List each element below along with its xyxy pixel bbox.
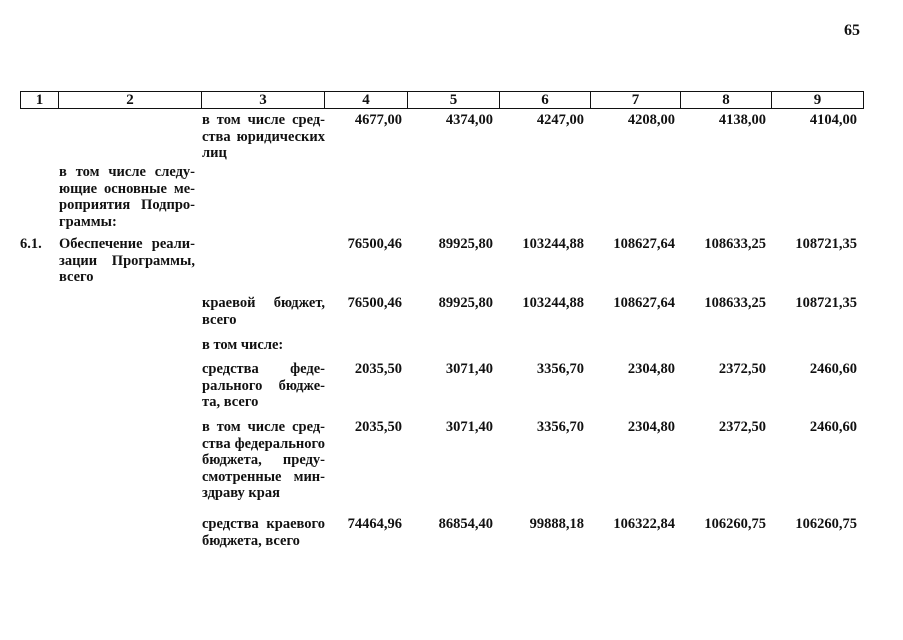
table-cell: 2304,80 <box>627 419 675 435</box>
table-cell: 103244,88 <box>522 236 584 252</box>
row-number: 6.1. <box>20 236 42 252</box>
table-cell: 108721,35 <box>795 236 857 252</box>
row-label: средства феде-рального бюдже-та, всего <box>202 361 325 410</box>
table-cell: 103244,88 <box>522 295 584 311</box>
table-cell: 108627,64 <box>613 236 675 252</box>
table-header <box>20 91 864 109</box>
table-cell: 108721,35 <box>795 295 857 311</box>
table-cell: 2460,60 <box>809 419 857 435</box>
table-cell: 2372,50 <box>718 419 766 435</box>
header-cell: 7 <box>591 91 681 109</box>
table-cell: 3071,40 <box>445 419 493 435</box>
table-cell: 74464,96 <box>347 516 402 532</box>
table-cell: 4247,00 <box>536 112 584 128</box>
table-cell: 106322,84 <box>613 516 675 532</box>
table-cell: 4104,00 <box>809 112 857 128</box>
table-cell: 99888,18 <box>529 516 584 532</box>
header-cell: 4 <box>325 91 408 109</box>
table-cell: 106260,75 <box>704 516 766 532</box>
header-cell: 8 <box>681 91 772 109</box>
table-cell: 86854,40 <box>438 516 493 532</box>
table-cell: 76500,46 <box>347 236 402 252</box>
header-cell: 5 <box>408 91 500 109</box>
header-cell: 6 <box>500 91 591 109</box>
row-label: в том числе сред-ства федерального бюджета, преду-смотренные мин-здраву края <box>202 419 325 501</box>
table-cell: 2372,50 <box>718 361 766 377</box>
table-cell: 89925,80 <box>438 236 493 252</box>
header-cell: 9 <box>772 91 864 109</box>
table-cell: 3356,70 <box>536 361 584 377</box>
header-cell: 2 <box>59 91 202 109</box>
table-cell: 4138,00 <box>718 112 766 128</box>
row-label: краевой бюджет, всего <box>202 295 325 328</box>
header-cell: 1 <box>20 91 59 109</box>
table-cell: 4677,00 <box>354 112 402 128</box>
table-cell: 3071,40 <box>445 361 493 377</box>
page-number: 65 <box>844 22 860 39</box>
table-cell: 4208,00 <box>627 112 675 128</box>
table-cell: 2035,50 <box>354 419 402 435</box>
table-cell: 2304,80 <box>627 361 675 377</box>
row-label: в том числе: <box>202 337 284 353</box>
table-cell: 4374,00 <box>445 112 493 128</box>
table-cell: 3356,70 <box>536 419 584 435</box>
table-cell: 76500,46 <box>347 295 402 311</box>
table-cell: 108633,25 <box>704 295 766 311</box>
table-cell: 2035,50 <box>354 361 402 377</box>
row-label: в том числе сред-ства юридических лиц <box>202 112 325 161</box>
header-cell: 3 <box>202 91 325 109</box>
row-label: в том числе следу-ющие основные ме-роприятия Подпро-граммы: <box>59 164 195 230</box>
row-label: средства краевого бюджета, всего <box>202 516 325 549</box>
row-label: Обеспечение реали-зации Программы, всего <box>59 236 195 285</box>
table-cell: 108627,64 <box>613 295 675 311</box>
table-cell: 2460,60 <box>809 361 857 377</box>
table-cell: 106260,75 <box>795 516 857 532</box>
table-cell: 89925,80 <box>438 295 493 311</box>
table-cell: 108633,25 <box>704 236 766 252</box>
